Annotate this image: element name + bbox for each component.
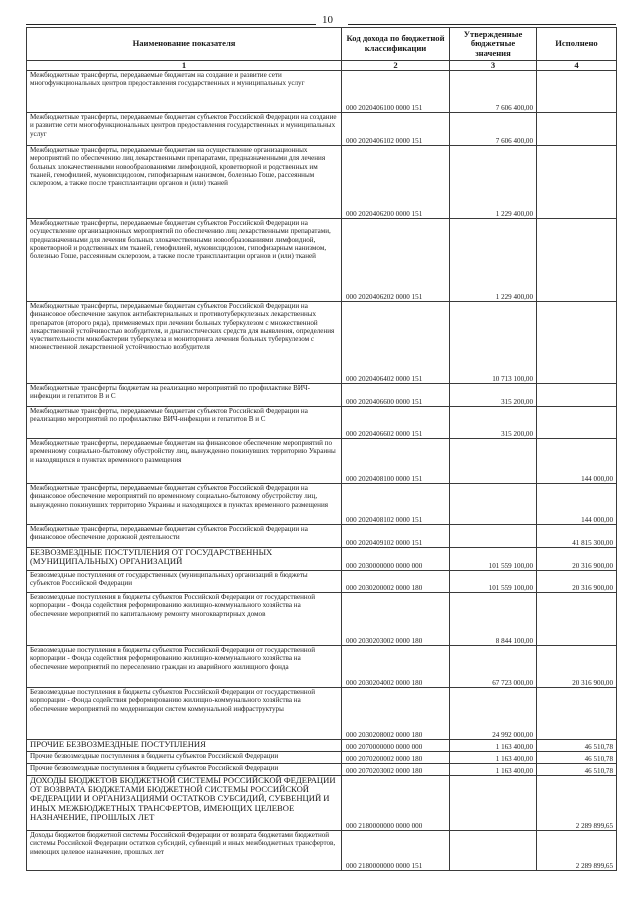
row-executed: 20 316 900,00 <box>537 646 617 688</box>
header-approved: Утвержденные бюджетные значения <box>450 28 537 61</box>
header-rule-right <box>348 24 616 25</box>
row-name: Безвозмездные поступления от государственных (муниципальных) организаций в бюджеты субъектов Российской Федерации <box>27 571 342 593</box>
table-row <box>27 764 617 776</box>
table-row <box>27 571 617 593</box>
row-executed <box>537 113 617 146</box>
row-executed <box>537 688 617 740</box>
header-rule-left <box>26 24 316 25</box>
row-name: Межбюджетные трансферты, передаваемые бюджетам субъектов Российской Федерации на финансовое обеспечение закупок антибактериальных и противотуберкулезных лекарственных препаратов (второго ряда), применяемых при лечении больных туберкулезом с множественной лекарственной устойчивостью возбудителя, и диагностических средств для выявления, определения чувствительности микобактерии туберкулеза и мониторинга лечения больных туберкулезом с множественной лекарственной устойчивостью возбудителя <box>27 302 342 384</box>
row-name: ДОХОДЫ БЮДЖЕТОВ БЮДЖЕТНОЙ СИСТЕМЫ РОССИЙСКОЙ ФЕДЕРАЦИИ ОТ ВОЗВРАТА БЮДЖЕТАМИ БЮДЖЕТНОЙ СИСТЕМЫ РОССИЙСКОЙ ФЕДЕРАЦИИ И ОРГАНИЗАЦИЯМИ ОСТАТКОВ СУБСИДИЙ, СУБВЕНЦИЙ И ИНЫХ МЕЖБЮДЖЕТНЫХ ТРАНСФЕРТОВ, ИМЕЮЩИХ ЦЕЛЕВОЕ НАЗНАЧЕНИЕ, ПРОШЛЫХ ЛЕТ <box>27 776 342 831</box>
row-code: 000 2180000000 0000 151 <box>342 831 450 871</box>
table-row <box>27 439 617 484</box>
row-executed <box>537 146 617 219</box>
row-approved: 7 606 400,00 <box>450 113 537 146</box>
row-code: 000 2030203002 0000 180 <box>342 593 450 646</box>
row-code: 000 2070203002 0000 180 <box>342 764 450 776</box>
row-approved: 101 559 100,00 <box>450 571 537 593</box>
row-approved: 1 229 400,00 <box>450 146 537 219</box>
table-row <box>27 302 617 384</box>
row-code: 000 2180000000 0000 000 <box>342 776 450 831</box>
row-code: 000 2030208002 0000 180 <box>342 688 450 740</box>
column-number-row <box>27 61 617 71</box>
row-approved: 67 723 000,00 <box>450 646 537 688</box>
row-approved <box>450 484 537 525</box>
row-name: Безвозмездные поступления в бюджеты субъектов Российской Федерации от государственной корпорации - Фонда содействия реформированию жилищно-коммунального хозяйства на обеспечение мероприятий по капитальному ремонту многоквартирных домов <box>27 593 342 646</box>
table-row <box>27 688 617 740</box>
row-code: 000 2020406200 0000 151 <box>342 146 450 219</box>
row-executed: 41 815 300,00 <box>537 525 617 548</box>
row-approved: 8 844 100,00 <box>450 593 537 646</box>
table-row <box>27 146 617 219</box>
row-executed: 46 510,78 <box>537 764 617 776</box>
row-name: Межбюджетные трансферты, передаваемые бюджетам субъектов Российской Федерации на финансовое обеспечение мероприятий по временному социально-бытовому обустройству лиц, вынужденно покинувших территорию Украины и находящихся в пунктах временного размещения <box>27 484 342 525</box>
row-approved: 315 200,00 <box>450 384 537 407</box>
row-code: 000 2020406402 0000 151 <box>342 302 450 384</box>
row-name: Прочие безвозмездные поступления в бюджеты субъектов Российской Федерации <box>27 764 342 776</box>
table-row <box>27 113 617 146</box>
row-approved <box>450 439 537 484</box>
row-executed: 144 000,00 <box>537 439 617 484</box>
table-row <box>27 593 617 646</box>
table-row <box>27 548 617 571</box>
row-name: Безвозмездные поступления в бюджеты субъектов Российской Федерации от государственной корпорации - Фонда содействия реформированию жилищно-коммунального хозяйства на обеспечение мероприятий по переселению граждан из аварийного жилищного фонда <box>27 646 342 688</box>
row-approved: 7 606 400,00 <box>450 71 537 113</box>
row-executed: 20 316 900,00 <box>537 548 617 571</box>
row-code: 000 2020409102 0000 151 <box>342 525 450 548</box>
row-name: Межбюджетные трансферты, передаваемые бюджетам на осуществление организационных мероприятий по обеспечению лиц лекарственными препаратами, предназначенными для лечения больных злокачественными новообразованиями лимфоидной, кроветворной и родственных им тканей, гемофилией, муковисцидозом, гипофизарным нанизмом, болезнью Гоше, рассеянным склерозом, а также после трансплантации органов и (или) тканей <box>27 146 342 219</box>
row-approved: 101 559 100,00 <box>450 548 537 571</box>
row-name: БЕЗВОЗМЕЗДНЫЕ ПОСТУПЛЕНИЯ ОТ ГОСУДАРСТВЕННЫХ (МУНИЦИПАЛЬНЫХ) ОРГАНИЗАЦИЙ <box>27 548 342 571</box>
row-executed <box>537 219 617 302</box>
row-name: Межбюджетные трансферты, передаваемые бюджетам на финансовое обеспечение мероприятий по временному социально-бытовому обустройству лиц, вынужденно покинувших территорию Украины и находящихся в пунктах временного размещения <box>27 439 342 484</box>
row-executed <box>537 71 617 113</box>
row-code: 000 2020406600 0000 151 <box>342 384 450 407</box>
row-executed: 46 510,78 <box>537 752 617 764</box>
row-code: 000 2030000000 0000 000 <box>342 548 450 571</box>
row-code: 000 2020406100 0000 151 <box>342 71 450 113</box>
row-name: Межбюджетные трансферты, передаваемые бюджетам субъектов Российской Федерации на финансовое обеспечение дорожной деятельности <box>27 525 342 548</box>
row-executed <box>537 593 617 646</box>
table-row <box>27 71 617 113</box>
row-approved: 1 229 400,00 <box>450 219 537 302</box>
row-code: 000 2030200002 0000 180 <box>342 571 450 593</box>
row-code: 000 2020406202 0000 151 <box>342 219 450 302</box>
row-executed <box>537 407 617 439</box>
column-number: 1 <box>27 61 342 71</box>
table-body <box>27 71 617 871</box>
row-executed: 2 289 899,65 <box>537 776 617 831</box>
header-name: Наименование показателя <box>27 28 342 61</box>
row-approved: 1 163 400,00 <box>450 764 537 776</box>
row-name: Межбюджетные трансферты бюджетам на реализацию мероприятий по профилактике ВИЧ-инфекции и гепатитов В и С <box>27 384 342 407</box>
row-approved: 315 200,00 <box>450 407 537 439</box>
page-number: 10 <box>322 14 333 26</box>
header-executed: Исполнено <box>537 28 617 61</box>
table-row <box>27 740 617 752</box>
row-name: Межбюджетные трансферты, передаваемые бюджетам субъектов Российской Федерации на реализацию мероприятий по профилактике ВИЧ-инфекции и гепатитов В и С <box>27 407 342 439</box>
column-number: 3 <box>450 61 537 71</box>
row-name: Доходы бюджетов бюджетной системы Российской Федерации от возврата бюджетами бюджетной системы Российской Федерации остатков субсидий, субвенций и иных межбюджетных трансфертов, имеющих целевое назначение, прошлых лет <box>27 831 342 871</box>
revenue-table <box>26 27 617 871</box>
row-name: Межбюджетные трансферты, передаваемые бюджетам субъектов Российской Федерации на создание и развитие сети многофункциональных центров предоставления государственных и муниципальных услуг <box>27 113 342 146</box>
table-row <box>27 525 617 548</box>
row-approved <box>450 776 537 831</box>
row-code: 000 2020406602 0000 151 <box>342 407 450 439</box>
row-name: Прочие безвозмездные поступления в бюджеты субъектов Российской Федерации <box>27 752 342 764</box>
row-executed: 46 510,78 <box>537 740 617 752</box>
column-number: 4 <box>537 61 617 71</box>
row-code: 000 2070200002 0000 180 <box>342 752 450 764</box>
row-executed: 20 316 900,00 <box>537 571 617 593</box>
table-row <box>27 384 617 407</box>
row-approved: 1 163 400,00 <box>450 752 537 764</box>
row-executed: 2 289 899,65 <box>537 831 617 871</box>
row-approved: 24 992 000,00 <box>450 688 537 740</box>
table-row <box>27 646 617 688</box>
row-executed: 144 000,00 <box>537 484 617 525</box>
row-approved <box>450 525 537 548</box>
header-code: Код дохода по бюджетной классификации <box>342 28 450 61</box>
row-executed <box>537 384 617 407</box>
row-name: Межбюджетные трансферты, передаваемые бюджетам на создание и развитие сети многофункциональных центров предоставления государственных и муниципальных услуг <box>27 71 342 113</box>
row-name: Межбюджетные трансферты, передаваемые бюджетам субъектов Российской Федерации на осуществление организационных мероприятий по обеспечению лиц лекарственными препаратами, предназначенными для лечения больных злокачественными новообразованиями лимфоидной, кроветворной и родственных им тканей, гемофилией, муковисцидозом, гипофизарным нанизмом, болезнью Гоше, рассеянным склерозом, а также после трансплантации органов и (или) тканей <box>27 219 342 302</box>
row-code: 000 2020408100 0000 151 <box>342 439 450 484</box>
table-row <box>27 484 617 525</box>
row-code: 000 2020406102 0000 151 <box>342 113 450 146</box>
row-code: 000 2020408102 0000 151 <box>342 484 450 525</box>
table-header-row <box>27 28 617 61</box>
row-name: Безвозмездные поступления в бюджеты субъектов Российской Федерации от государственной корпорации - Фонда содействия реформированию жилищно-коммунального хозяйства на обеспечение мероприятий по модернизации систем коммунальной инфраструктуры <box>27 688 342 740</box>
table-row <box>27 407 617 439</box>
row-code: 000 2070000000 0000 000 <box>342 740 450 752</box>
table-row <box>27 219 617 302</box>
table-row <box>27 831 617 871</box>
row-approved: 1 163 400,00 <box>450 740 537 752</box>
table-row <box>27 752 617 764</box>
row-approved: 10 713 100,00 <box>450 302 537 384</box>
row-approved <box>450 831 537 871</box>
row-executed <box>537 302 617 384</box>
column-number: 2 <box>342 61 450 71</box>
row-name: ПРОЧИЕ БЕЗВОЗМЕЗДНЫЕ ПОСТУПЛЕНИЯ <box>27 740 342 752</box>
table-row <box>27 776 617 831</box>
row-code: 000 2030204002 0000 180 <box>342 646 450 688</box>
